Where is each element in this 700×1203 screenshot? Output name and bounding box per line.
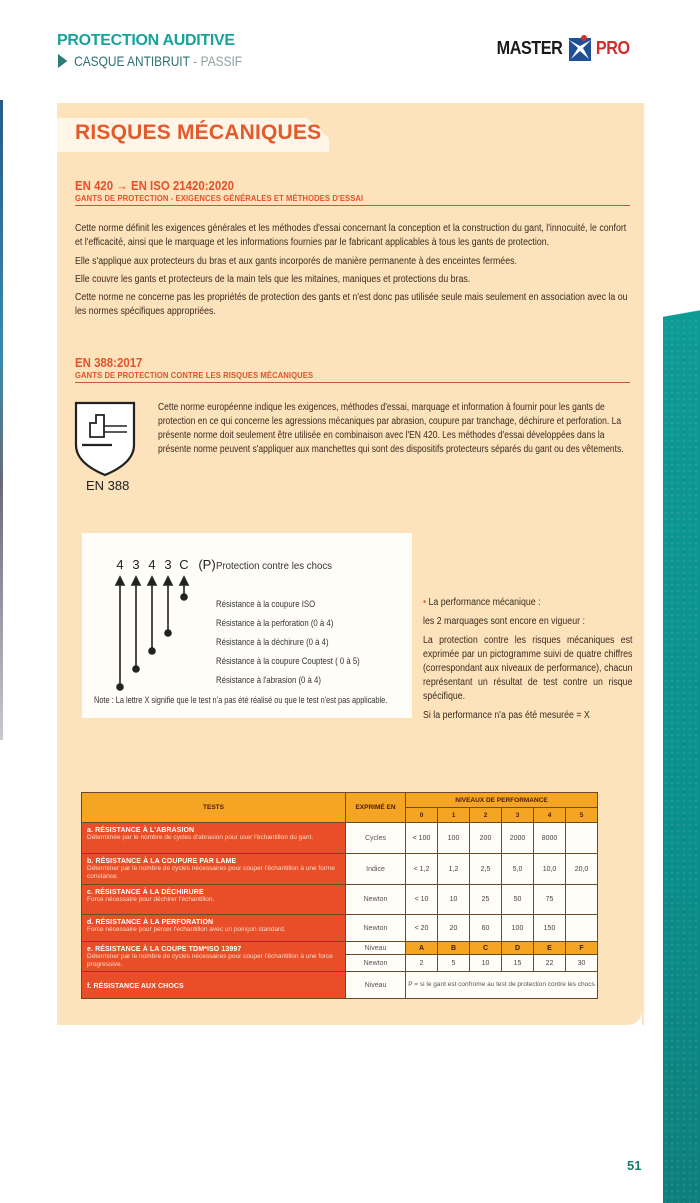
level-col: 3 (502, 808, 534, 823)
en388-pictogram-label: EN 388 (86, 478, 130, 493)
digit-couptest: 3 (132, 557, 140, 572)
table-row (82, 942, 598, 955)
unit-cell: Niveau (346, 942, 406, 955)
level-col: 0 (406, 808, 438, 823)
digit-iso-cut: C (179, 557, 189, 572)
header-unit: EXPRIMÉ EN (346, 793, 406, 823)
performance-title: • La performance mécanique : (423, 597, 541, 608)
header-levels: NIVEAUX DE PERFORMANCE (406, 793, 598, 808)
left-edge-strip (0, 100, 3, 740)
en388-name: GANTS DE PROTECTION CONTRE LES RISQUES MÉCANIQUES (75, 370, 314, 380)
page-number: 51 (627, 1158, 642, 1173)
unit-cell: Newton (346, 885, 406, 915)
digit-abrasion: 4 (116, 557, 124, 572)
right-decorative-band (663, 318, 700, 1203)
value-cell: 2 (406, 955, 438, 972)
test-cell: b. RÉSISTANCE À LA COUPURE PAR LAME Déterminer par le nombre de cycles nécessaires pour couper l'échantillon à une forme constance. (82, 854, 346, 885)
level-col: 2 (470, 808, 502, 823)
level-cell: B (438, 942, 470, 955)
legend-item: Résistance à la perforation (0 à 4) (216, 618, 334, 629)
subcategory-sep: - (193, 53, 198, 69)
value-cell: 75 (534, 885, 566, 915)
unit-cell: Niveau (346, 972, 406, 999)
value-cell (566, 915, 598, 942)
digit-tear: 4 (148, 557, 156, 572)
test-cell: f. RÉSISTANCE AUX CHOCS (82, 972, 346, 999)
value-cell: 25 (470, 885, 502, 915)
en388-heading (75, 355, 630, 383)
performance-body: La protection contre les risques mécaniques est exprimée par un pictogramme suivi de quatre chiffres (correspondant aux niveaux de performance), chacun représentant un résultat de test contre un risque spécifique. (423, 635, 633, 702)
value-cell: 5,0 (502, 854, 534, 885)
section-title: RISQUES MÉCANIQUES (75, 121, 322, 144)
value-cell: 2000 (502, 823, 534, 854)
en388-code: EN 388:2017 (75, 355, 143, 370)
value-cell: 2,5 (470, 854, 502, 885)
unit-cell: Newton (346, 915, 406, 942)
level-cell: C (470, 942, 502, 955)
subcategory (58, 53, 242, 69)
marking-legend (216, 595, 360, 690)
value-cell: 50 (502, 885, 534, 915)
value-cell: 200 (470, 823, 502, 854)
value-cell: 15 (502, 955, 534, 972)
level-cell: D (502, 942, 534, 955)
value-cell: 1,2 (438, 854, 470, 885)
en420-heading (75, 178, 630, 206)
value-cell: 5 (438, 955, 470, 972)
performance-table (81, 792, 598, 999)
masterpro-logo (493, 34, 632, 62)
en420-paragraph-3: Elle couvre les gants et protecteurs de la main tels que les mitaines, maniques et protections du bras. (75, 274, 471, 285)
subcategory-main: CASQUE ANTIBRUIT (74, 53, 190, 69)
impact-note-cell: P = si le gant est confrome au test de protection contre les chocs (406, 972, 598, 999)
level-col: 4 (534, 808, 566, 823)
level-col: 5 (566, 808, 598, 823)
logo-pro-text: PRO (595, 37, 630, 58)
unit-cell: Cycles (346, 823, 406, 854)
value-cell: < 1,2 (406, 854, 438, 885)
table-row (82, 823, 598, 854)
category-title: PROTECTION AUDITIVE (57, 32, 235, 49)
en388-description: Cette norme européenne indique les exigences, méthodes d'essai, marquage et information à fournir pour les gants de protection en ce qui concerne les agressions mécaniques par abrasion, coupure par tranchage, déchirure et perforation. La présente norme doit seulement être utilisée en combinaison avec l'EN 420. Les méthodes d'essai développées dans la présente norme peuvent s'appliquer aux manchettes qui sont des dispositifs protecteurs séparés du gant ou des vêtements. (158, 402, 624, 455)
test-cell: d. RÉSISTANCE À LA PERFORATION Force nécessaire pour percer l'échantillon avec un poinçon standard. (82, 915, 346, 942)
logo-master-text: MASTER (496, 37, 563, 58)
unit-cell: Newton (346, 955, 406, 972)
level-cell: F (566, 942, 598, 955)
test-cell: a. RÉSISTANCE À L'ABRASION Déterminée par le nombre de cycles d'abrasion pour user l'échantillon du gant. (82, 823, 346, 854)
value-cell: 8000 (534, 823, 566, 854)
digit-impact: (P) (198, 557, 216, 572)
table-row (82, 915, 598, 942)
performance-footer: Si la performance n'a pas été mesurée = X (423, 710, 590, 721)
table-row (82, 972, 598, 999)
value-cell: < 10 (406, 885, 438, 915)
en420-paragraph-1: Cette norme définit les exigences générales et les méthodes d'essai concernant la conception et la construction du gant, l'innocuité, le confort et l'efficacité, ainsi que le marquage et les informations fournies par le fabricant applicables à tous les gants de protection. (75, 223, 627, 248)
test-cell: e. RÉSISTANCE À LA COUPE TDM*ISO 13997 Déterminer par le nombre de cycles nécessaires pour couper l'échantillon à une force progressive. (82, 942, 346, 972)
legend-item: Résistance à la coupure Couptest ( 0 à 5) (216, 656, 360, 667)
unit-cell: Indice (346, 854, 406, 885)
legend-item: Résistance à la déchirure (0 à 4) (216, 637, 329, 648)
play-triangle-icon (58, 54, 67, 68)
en420-name: GANTS DE PROTECTION - EXIGENCES GÉNÉRALES ET MÉTHODES D'ESSAI (75, 193, 364, 203)
value-cell (566, 885, 598, 915)
table-row (82, 885, 598, 915)
protection-chocs-label: Protection contre les chocs (216, 560, 332, 572)
marking-digits (112, 557, 220, 572)
test-cell: c. RÉSISTANCE À LA DÉCHIRURE Force nécessaire pour déchirer l'échantillon. (82, 885, 346, 915)
value-cell: 22 (534, 955, 566, 972)
level-cell: A (406, 942, 438, 955)
content-panel (57, 103, 642, 1025)
subcategory-muted: PASSIF (200, 53, 243, 69)
value-cell: 10 (470, 955, 502, 972)
logo-star-icon (568, 34, 592, 62)
en420-paragraph-4: Cette norme ne concerne pas les propriétés de protection des gants et n'est donc pas utilisée seule mais seulement en association avec la ou les normes spécifiques appropriées. (75, 292, 628, 317)
value-cell: 20 (438, 915, 470, 942)
legend-item: Résistance à la coupure ISO (216, 599, 316, 610)
header-tests: TESTS (82, 793, 346, 823)
table-row (82, 854, 598, 885)
legend-item: Résistance à l'abrasion (0 à 4) (216, 675, 321, 686)
en420-code: EN 420 → EN ISO 21420:2020 (75, 178, 234, 193)
value-cell: 100 (438, 823, 470, 854)
value-cell: 10 (438, 885, 470, 915)
performance-block (423, 596, 633, 723)
en388-shield-icon (74, 401, 136, 482)
value-cell: 10,0 (534, 854, 566, 885)
marking-diagram (82, 533, 412, 718)
bullet-icon: • (423, 597, 427, 608)
marking-arrows-icon (112, 575, 202, 700)
level-cell: E (534, 942, 566, 955)
en420-paragraph-2: Elle s'applique aux protecteurs du bras et aux gants incorporés de manière permanente à des enceintes fermées. (75, 256, 517, 267)
value-cell: 100 (502, 915, 534, 942)
value-cell: 150 (534, 915, 566, 942)
value-cell (566, 823, 598, 854)
value-cell: < 20 (406, 915, 438, 942)
value-cell: 30 (566, 955, 598, 972)
value-cell: 60 (470, 915, 502, 942)
value-cell: < 100 (406, 823, 438, 854)
digit-puncture: 3 (164, 557, 172, 572)
value-cell: 20,0 (566, 854, 598, 885)
level-col: 1 (438, 808, 470, 823)
performance-subtitle: les 2 marquages sont encore en vigueur : (423, 616, 585, 627)
marking-note: Note : La lettre X signifie que le test n'a pas été réalisé ou que le test n'est pas applicable. (94, 695, 388, 705)
